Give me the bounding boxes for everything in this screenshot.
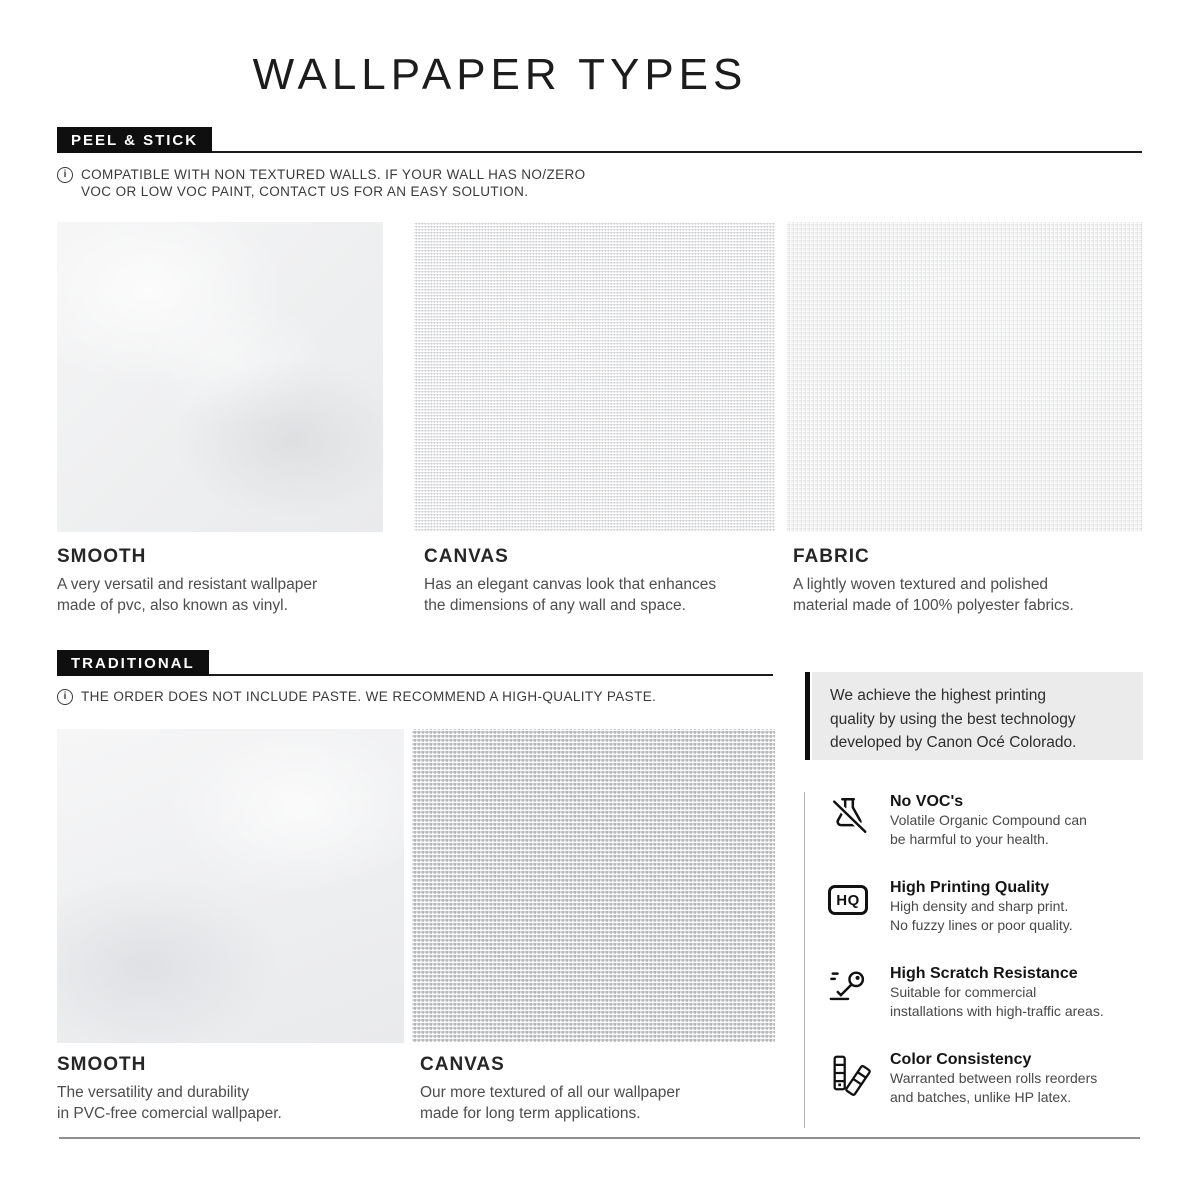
- caption-line: Has an elegant canvas look that enhances: [424, 576, 717, 593]
- traditional-note: [57, 688, 656, 705]
- caption-body: [420, 1083, 790, 1124]
- caption-line: material made of 100% polyester fabrics.: [793, 596, 1074, 614]
- caption-line: the dimensions of any wall and space.: [424, 596, 686, 614]
- caption-line: Our more textured of all our wallpaper: [420, 1084, 681, 1101]
- feature-title: High Printing Quality: [890, 879, 1050, 896]
- traditional-label: TRADITIONAL: [57, 650, 209, 676]
- feature-desc: [890, 811, 1087, 849]
- caption-body: [793, 575, 1153, 616]
- caption-body: [57, 1083, 397, 1124]
- feature-text: [890, 878, 1073, 935]
- note-line: COMPATIBLE WITH NON TEXTURED WALLS. IF YOUR WALL HAS NO/ZERO: [81, 167, 586, 182]
- peel-stick-note-text: [81, 166, 586, 200]
- feature-high-scratch-resistance: [828, 964, 1158, 1021]
- caption-line: A very versatil and resistant wallpaper: [57, 576, 318, 593]
- caption-title: CANVAS: [424, 546, 509, 567]
- caption-peel-stick-fabric: [793, 546, 1153, 616]
- caption-line: made for long term applications.: [420, 1104, 641, 1122]
- traditional-section-header: [57, 650, 773, 676]
- traditional-header-line: [209, 650, 773, 676]
- feature-title: High Scratch Resistance: [890, 965, 1078, 982]
- peel-stick-note: [57, 166, 586, 200]
- caption-title: CANVAS: [420, 1054, 505, 1075]
- feature-desc-line: High density and sharp print.: [890, 898, 1069, 914]
- caption-traditional-smooth: [57, 1054, 397, 1124]
- info-icon-glyph: i: [63, 169, 67, 180]
- feature-desc-line: be harmful to your health.: [890, 831, 1049, 847]
- feature-desc-line: Warranted between rolls reorders: [890, 1070, 1098, 1086]
- feature-color-consistency: [828, 1050, 1158, 1107]
- caption-title: SMOOTH: [57, 1054, 147, 1075]
- caption-line: A lightly woven textured and polished: [793, 576, 1049, 593]
- color-swatchbook-icon: [828, 1052, 870, 1094]
- swatch-peel-stick-canvas: [414, 222, 775, 532]
- note-line: VOC OR LOW VOC PAINT, CONTACT US FOR AN EASY SOLUTION.: [81, 184, 529, 199]
- quote-accent-bar: [805, 672, 810, 760]
- feature-no-vocs: [828, 792, 1158, 849]
- swatch-peel-stick-fabric: [786, 222, 1143, 532]
- caption-body: [424, 575, 784, 616]
- feature-text: [890, 1050, 1097, 1107]
- swatch-traditional-smooth: [57, 729, 404, 1043]
- peel-stick-header-line: [212, 127, 1142, 153]
- feature-desc: [890, 897, 1073, 935]
- quote-line: We achieve the highest printing: [830, 687, 1046, 704]
- no-voc-flask-icon: [828, 794, 870, 836]
- caption-body: [57, 575, 397, 616]
- peel-stick-label: PEEL & STICK: [57, 127, 212, 153]
- page-title: WALLPAPER TYPES: [252, 50, 748, 99]
- info-icon: [57, 167, 73, 183]
- bottom-divider-line: [59, 1137, 1140, 1139]
- feature-text: [890, 792, 1087, 849]
- feature-desc-line: installations with high-traffic areas.: [890, 1003, 1104, 1019]
- feature-title: Color Consistency: [890, 1051, 1032, 1068]
- caption-line: made of pvc, also known as vinyl.: [57, 596, 288, 614]
- key-scratch-icon: [828, 966, 870, 1008]
- feature-desc: [890, 983, 1104, 1021]
- traditional-note-text: [81, 688, 656, 705]
- caption-peel-stick-smooth: [57, 546, 397, 616]
- note-line: THE ORDER DOES NOT INCLUDE PASTE. WE RECOMMEND A HIGH-QUALITY PASTE.: [81, 689, 657, 704]
- quote-line: quality by using the best technology: [830, 710, 1076, 728]
- feature-title: No VOC's: [890, 793, 964, 810]
- caption-traditional-canvas: [420, 1054, 790, 1124]
- swatch-peel-stick-smooth: [57, 222, 383, 532]
- info-icon: [57, 689, 73, 705]
- feature-desc-line: No fuzzy lines or poor quality.: [890, 917, 1073, 933]
- printing-quality-quote: [812, 672, 1143, 760]
- feature-desc: [890, 1069, 1097, 1107]
- features-divider-line: [804, 792, 805, 1128]
- caption-peel-stick-canvas: [424, 546, 784, 616]
- hq-badge-text: HQ: [836, 891, 860, 909]
- swatch-traditional-canvas: [412, 729, 775, 1043]
- caption-line: The versatility and durability: [57, 1084, 250, 1101]
- info-icon-glyph: i: [63, 691, 67, 702]
- feature-desc-line: Volatile Organic Compound can: [890, 812, 1087, 828]
- peel-stick-section-header: [57, 127, 1142, 153]
- feature-desc-line: and batches, unlike HP latex.: [890, 1089, 1072, 1105]
- feature-high-printing-quality: [828, 878, 1158, 935]
- hq-badge-icon: [828, 880, 870, 922]
- quote-line: developed by Canon Océ Colorado.: [830, 734, 1077, 751]
- caption-line: in PVC-free comercial wallpaper.: [57, 1104, 282, 1122]
- caption-title: SMOOTH: [57, 546, 147, 567]
- feature-desc-line: Suitable for commercial: [890, 984, 1037, 1000]
- caption-title: FABRIC: [793, 546, 870, 567]
- feature-text: [890, 964, 1104, 1021]
